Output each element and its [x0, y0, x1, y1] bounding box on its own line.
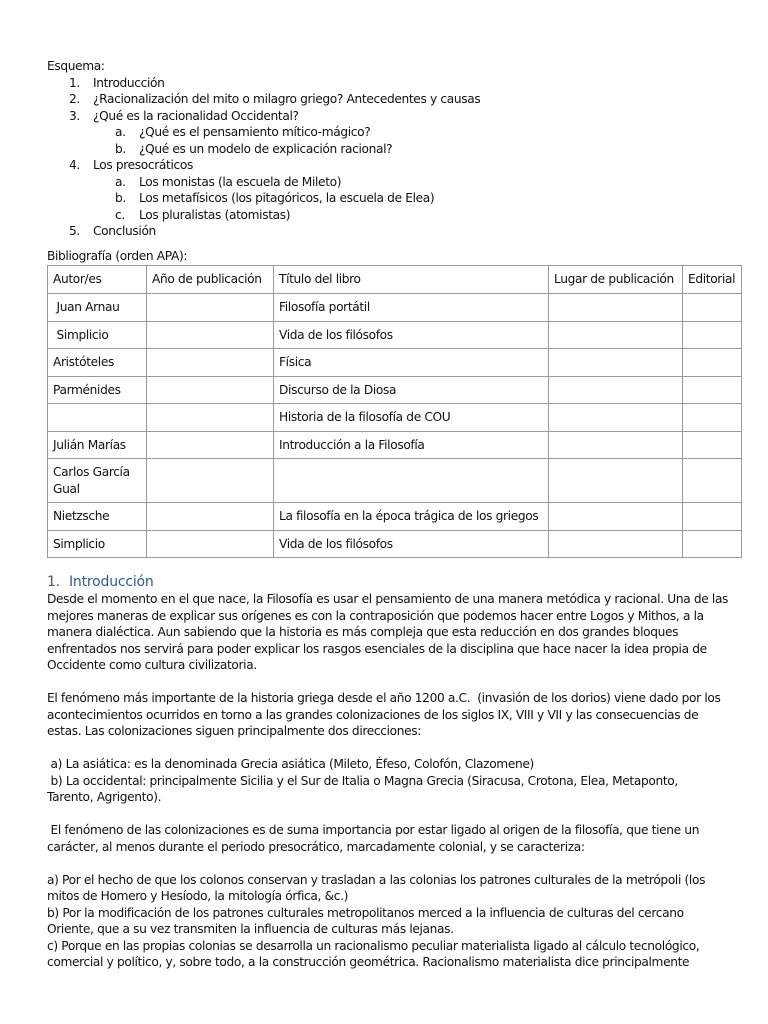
outline-list	[47, 75, 741, 240]
cell-year	[147, 530, 274, 558]
cell-title: Física	[274, 349, 549, 377]
cell-place	[549, 530, 683, 558]
text-line: b) Por la modificación de los patrones culturales metropolitanos merced a la influencia de culturas del cercano	[47, 905, 684, 920]
text-line: El fenómeno más importante de la historia griega desde el año 1200 a.C. (invasión de los dorios) viene dado por los	[47, 691, 721, 705]
cell-author: Juan Arnau	[48, 294, 147, 322]
cell-publisher	[683, 503, 742, 531]
cell-place	[549, 376, 683, 404]
cell-place	[549, 459, 683, 503]
text-line: estas. Las colonizaciones siguen principalmente dos direcciones:	[47, 724, 422, 738]
table-header-row	[48, 266, 742, 294]
cell-year	[147, 404, 274, 432]
cell-title: Filosofía portátil	[274, 294, 549, 322]
column-header-place: Lugar de publicación	[549, 266, 683, 294]
text-line: Desde el momento en el que nace, la Filosofía es usar el pensamiento de una manera metódica y racional. Una de las	[47, 592, 729, 606]
cell-place	[549, 404, 683, 432]
outline-subitem: c. Los pluralistas (atomistas)	[115, 207, 291, 222]
paragraph	[47, 822, 741, 855]
table-row	[48, 349, 742, 377]
bibliography-label: Bibliografía (orden APA):	[47, 248, 188, 263]
cell-author: Aristóteles	[48, 349, 147, 377]
outline-item: 1. Introducción	[69, 75, 165, 90]
cell-year	[147, 294, 274, 322]
text-line: a) Por el hecho de que los colonos conservan y trasladan a las colonias los patrones culturales de la metrópoli (los	[47, 872, 706, 887]
table-row	[48, 294, 742, 322]
outline-item: 5. Conclusión	[69, 224, 156, 238]
cell-author: Julián Marías	[48, 431, 147, 459]
cell-year	[147, 376, 274, 404]
section-body	[47, 591, 741, 971]
outline-title: Esquema:	[47, 59, 105, 73]
cell-year	[147, 321, 274, 349]
outline-item: 3. ¿Qué es la racionalidad Occidental?	[69, 108, 299, 123]
table-row	[48, 530, 742, 558]
cell-publisher	[683, 459, 742, 503]
paragraph	[47, 690, 741, 740]
cell-title: Discurso de la Diosa	[274, 376, 549, 404]
column-header-author: Autor/es	[48, 266, 147, 294]
text-line: enfrentados nos servirá para poder explicar los rasgos esenciales de la disciplina que hace nacer la idea propia de	[47, 641, 707, 656]
table-row	[48, 503, 742, 531]
text-line: Tarento, Agrigento).	[47, 790, 162, 804]
cell-place	[549, 431, 683, 459]
cell-author: Nietzsche	[48, 503, 147, 531]
outline-subitem: a. Los monistas (la escuela de Mileto)	[115, 174, 342, 189]
cell-year	[147, 349, 274, 377]
text-line: mejores maneras de explicar sus orígenes es con la contraposición que podemos hacer entre Logos y Mithos, a la	[47, 608, 704, 623]
cell-place	[549, 321, 683, 349]
cell-place	[549, 294, 683, 322]
table-row	[48, 431, 742, 459]
paragraph	[47, 872, 741, 971]
cell-publisher	[683, 349, 742, 377]
outline-subitem: a. ¿Qué es el pensamiento mítico-mágico?	[115, 125, 371, 139]
text-line: acontecimientos ocurridos en torno a las grandes colonizaciones de los siglos IX, VIII y VII y las consecuencias de	[47, 707, 699, 722]
text-line: comercial y político, y, sobre todo, a la construcción geométrica. Racionalismo materialista dice principalmente	[47, 955, 690, 969]
text-line: c) Porque en las propias colonias se desarrolla un racionalismo peculiar materialista ligado al cálculo tecnológico,	[47, 938, 700, 953]
column-header-title: Título del libro	[274, 266, 549, 294]
text-line: carácter, al menos durante el periodo presocrático, marcadamente colonial, y se caracteriza:	[47, 839, 585, 854]
outline-item: 4. Los presocráticos	[69, 158, 193, 172]
cell-title	[274, 459, 549, 503]
table-row	[48, 459, 742, 503]
cell-year	[147, 459, 274, 503]
text-line: El fenómeno de las colonizaciones es de suma importancia por estar ligado al origen de la filosofía, que tiene un	[47, 823, 700, 837]
cell-title: Introducción a la Filosofía	[274, 431, 549, 459]
table-row	[48, 321, 742, 349]
cell-author	[48, 404, 147, 432]
outline-item: 2. ¿Racionalización del mito o milagro griego? Antecedentes y causas	[69, 92, 481, 106]
cell-author: Simplicio	[48, 321, 147, 349]
cell-author: Simplicio	[48, 530, 147, 558]
paragraph	[47, 756, 741, 806]
cell-title: Historia de la filosofía de COU	[274, 404, 549, 432]
outline-subitem: b. ¿Qué es un modelo de explicación racional?	[115, 141, 393, 156]
cell-year	[147, 503, 274, 531]
cell-author: Parménides	[48, 376, 147, 404]
cell-year	[147, 431, 274, 459]
cell-author: Carlos García Gual	[48, 459, 147, 503]
section-heading: 1. Introducción	[47, 574, 154, 590]
column-header-year: Año de publicación	[147, 266, 274, 294]
cell-publisher	[683, 321, 742, 349]
text-line: manera dialéctica. Aun sabiendo que la historia es más compleja que esta reducción en dos grandes bloques	[47, 625, 679, 639]
cell-publisher	[683, 431, 742, 459]
cell-publisher	[683, 530, 742, 558]
text-line: Occidente como cultura civilizatoria.	[47, 658, 257, 672]
cell-place	[549, 349, 683, 377]
document-page	[47, 58, 741, 971]
bibliography-table	[47, 265, 742, 558]
outline-subitem: b. Los metafísicos (los pitagóricos, la escuela de Elea)	[115, 191, 435, 205]
cell-publisher	[683, 376, 742, 404]
text-line: Oriente, que a su vez transmiten la influencia de culturas más lejanas.	[47, 922, 454, 936]
table-row	[48, 376, 742, 404]
cell-title: Vida de los filósofos	[274, 530, 549, 558]
cell-title: Vida de los filósofos	[274, 321, 549, 349]
cell-publisher	[683, 294, 742, 322]
cell-publisher	[683, 404, 742, 432]
text-line: b) La occidental: principalmente Sicilia y el Sur de Italia o Magna Grecia (Siracusa, Crotona, Elea, Metaponto,	[47, 773, 678, 788]
text-line: mitos de Homero y Hesíodo, la mitología órfica, &c.)	[47, 889, 348, 903]
column-header-publisher: Editorial	[683, 266, 742, 294]
cell-place	[549, 503, 683, 531]
paragraph	[47, 591, 741, 674]
cell-title: La filosofía en la época trágica de los griegos	[274, 503, 549, 531]
text-line: a) La asiática: es la denominada Grecia asiática (Mileto, Éfeso, Colofón, Clazomene)	[47, 757, 534, 771]
table-row	[48, 404, 742, 432]
